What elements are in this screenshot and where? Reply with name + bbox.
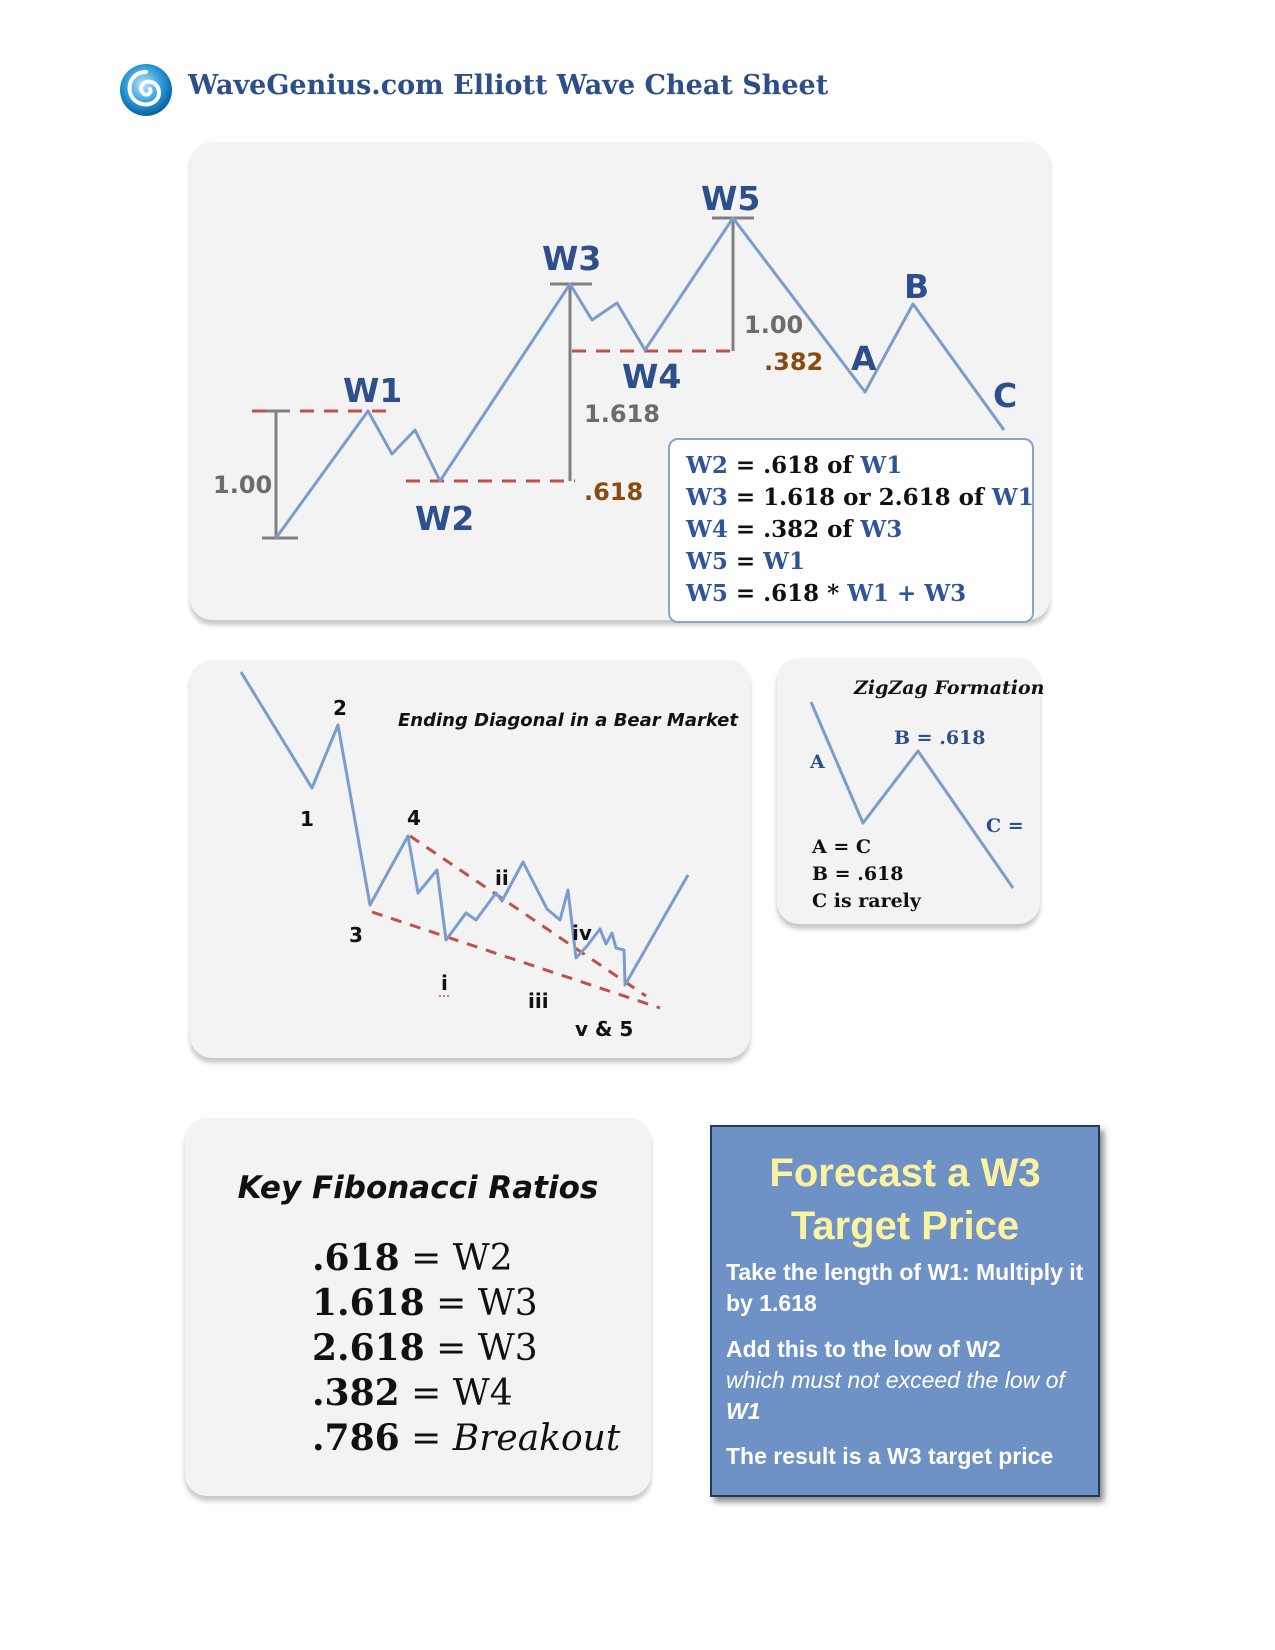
w1-label: W1 — [343, 371, 403, 410]
zigzag-note-2: B = .618 — [812, 863, 904, 885]
forecast-step-2 — [726, 1334, 1086, 1427]
forecast-title — [712, 1147, 1098, 1253]
rule-lhs: W5 — [686, 548, 728, 575]
zigzag-a-label: A — [810, 751, 825, 773]
rule-eq: = .382 of — [727, 516, 861, 543]
rule-rhs: W1 — [991, 484, 1034, 511]
forecast-step-2-bold: Add this to the low of W2 — [726, 1336, 1001, 1362]
wave-iv-label: iv — [572, 921, 592, 945]
ratio-equals: = — [424, 1328, 478, 1369]
forecast-step-3: The result is a W3 target price — [726, 1443, 1054, 1469]
zigzag-note-1: A = C — [812, 836, 872, 858]
zigzag-title: ZigZag Formation — [854, 677, 1045, 699]
ratio-wave: Breakout — [452, 1418, 621, 1459]
rule-lhs: W2 — [686, 452, 728, 479]
ratio-wave: W2 — [452, 1238, 513, 1279]
zigzag-b-label: B = .618 — [894, 727, 986, 749]
w5-label: W5 — [701, 179, 761, 218]
rule-eq: = .618 of — [727, 452, 861, 479]
fibonacci-ratio-row — [312, 1281, 620, 1326]
ratio-value: 2.618 — [312, 1327, 425, 1369]
forecast-step-1: Take the length of W1: Multiply it by 1.618 — [726, 1259, 1084, 1316]
a-label: A — [851, 339, 877, 378]
ending-diagonal-title: Ending Diagonal in a Bear Market — [398, 710, 738, 731]
forecast-title-line-2: Target Price — [790, 1204, 1020, 1248]
rule-rhs: W1 — [860, 452, 903, 479]
w4-retrace-label: .382 — [764, 348, 824, 376]
ratio-wave: W3 — [477, 1283, 538, 1324]
wave-iii-label: iii — [528, 989, 549, 1013]
ratio-equals: = — [424, 1283, 478, 1324]
ratio-equals: = — [399, 1238, 453, 1279]
wave-1-label: 1 — [300, 807, 314, 831]
rule-eq: = 1.618 or 2.618 of — [727, 484, 992, 511]
ratio-value: 1.618 — [312, 1282, 425, 1324]
forecast-step-2-italic: which must not exceed the low of — [726, 1367, 1065, 1393]
ratio-equals: = — [399, 1418, 453, 1459]
rule-rhs: W1 — [847, 580, 890, 607]
ratio-value: .786 — [312, 1417, 400, 1459]
wave-i-label: i — [441, 971, 448, 995]
fibonacci-title: Key Fibonacci Ratios — [237, 1170, 599, 1206]
rule-rhs: W3 — [860, 516, 903, 543]
wave-2-label: 2 — [333, 696, 347, 720]
w1-length-label: 1.00 — [213, 471, 273, 499]
w2-label: W2 — [415, 499, 475, 538]
rule-eq: = .618 * — [727, 580, 848, 607]
ratio-value: .382 — [312, 1372, 400, 1414]
wave-ii-label: ii — [495, 866, 509, 890]
wave-3-label: 3 — [349, 923, 363, 947]
fibonacci-ratio-row — [312, 1416, 620, 1461]
rule-rhs: W1 — [763, 548, 805, 575]
zigzag-c-label: C = — [986, 815, 1024, 837]
ratio-wave: W4 — [452, 1373, 513, 1414]
w3-label: W3 — [542, 239, 602, 278]
ratio-wave: W3 — [477, 1328, 538, 1369]
rule-eq: = — [727, 548, 764, 575]
w2-retrace-label: .618 — [584, 478, 644, 506]
w5-length-label: 1.00 — [744, 311, 804, 339]
b-label: B — [904, 267, 930, 306]
w3-extension-label: 1.618 — [584, 400, 660, 428]
zigzag-note-3: C is rarely — [812, 890, 921, 912]
rule-lhs: W4 — [686, 516, 728, 543]
forecast-title-line-1: Forecast a W3 — [769, 1151, 1041, 1195]
forecast-w3-box — [710, 1125, 1100, 1497]
fibonacci-ratio-row — [312, 1236, 620, 1281]
rule-tail: + W3 — [889, 580, 967, 607]
fibonacci-ratio-row — [312, 1326, 620, 1371]
w4-label: W4 — [622, 357, 682, 396]
page-title: WaveGenius.com Elliott Wave Cheat Sheet — [188, 70, 829, 101]
wave-4-label: 4 — [407, 806, 421, 830]
c-label: C — [993, 376, 1018, 415]
fibonacci-ratio-row — [312, 1371, 620, 1416]
rule-lhs: W3 — [686, 484, 728, 511]
rule-lhs: W5 — [686, 580, 728, 607]
ratio-value: .618 — [312, 1237, 400, 1279]
forecast-step-2-w1: W1 — [726, 1398, 761, 1424]
wave-v-and-5-label: v & 5 — [575, 1017, 634, 1041]
fibonacci-ratio-list — [312, 1236, 620, 1461]
ratio-equals: = — [399, 1373, 453, 1414]
